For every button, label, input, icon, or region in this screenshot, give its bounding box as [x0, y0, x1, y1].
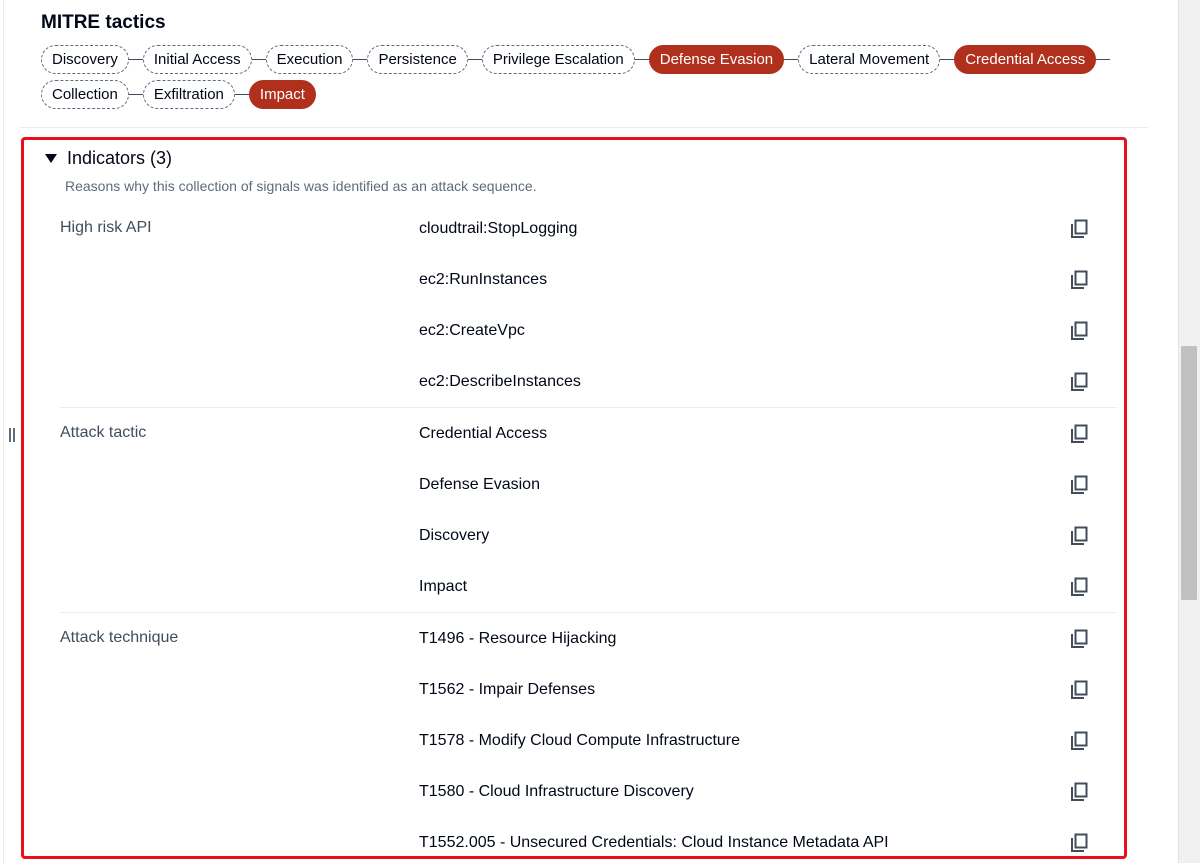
indicator-row	[60, 510, 1117, 561]
tactic-connector	[1096, 59, 1110, 60]
tactic-connector	[252, 59, 266, 60]
indicator-row	[60, 766, 1117, 817]
indicator-row	[60, 664, 1117, 715]
tactic-connector	[635, 59, 649, 60]
indicator-row	[60, 305, 1117, 356]
tactic-connector	[129, 94, 143, 95]
indicators-description: Reasons why this collection of signals was identified as an attack sequence.	[65, 178, 537, 194]
indicator-row	[60, 203, 1117, 254]
indicator-row	[60, 459, 1117, 510]
tactic-connector	[468, 59, 482, 60]
tactic-chip-defense-evasion[interactable]: Defense Evasion	[649, 45, 784, 74]
indicator-group	[60, 613, 1117, 863]
indicator-row	[60, 254, 1117, 305]
tactic-chip-execution[interactable]: Execution	[266, 45, 354, 74]
mitre-tactics-row-2	[41, 80, 316, 109]
indicator-row	[60, 561, 1117, 612]
tactic-chip-discovery[interactable]: Discovery	[41, 45, 129, 74]
indicator-value: ec2:DescribeInstances	[419, 372, 581, 390]
indicators-table	[60, 203, 1117, 863]
indicator-value: T1552.005 - Unsecured Credentials: Cloud Instance Metadata API	[419, 833, 889, 851]
indicator-value: Discovery	[419, 526, 490, 544]
indicators-title: Indicators (3)	[67, 148, 173, 168]
copy-icon[interactable]	[1068, 679, 1090, 701]
indicator-value: cloudtrail:StopLogging	[419, 219, 578, 237]
resize-handle-icon[interactable]	[9, 428, 17, 442]
tactic-connector	[129, 59, 143, 60]
indicators-expander[interactable]	[45, 148, 172, 169]
indicator-row	[60, 715, 1117, 766]
scrollbar-thumb[interactable]	[1181, 346, 1197, 600]
copy-icon[interactable]	[1068, 781, 1090, 803]
indicator-group-label: High risk API	[60, 219, 152, 236]
tactic-chip-privilege-escalation[interactable]: Privilege Escalation	[482, 45, 635, 74]
indicator-value: T1562 - Impair Defenses	[419, 680, 596, 698]
indicator-row	[60, 613, 1117, 664]
indicator-group-label: Attack technique	[60, 629, 179, 646]
indicator-value: T1580 - Cloud Infrastructure Discovery	[419, 782, 694, 800]
tactic-chip-initial-access[interactable]: Initial Access	[143, 45, 252, 74]
indicator-value: T1496 - Resource Hijacking	[419, 629, 617, 647]
scrollbar[interactable]	[1178, 0, 1200, 863]
copy-icon[interactable]	[1068, 628, 1090, 650]
tactic-chip-lateral-movement[interactable]: Lateral Movement	[798, 45, 940, 74]
indicator-row	[60, 356, 1117, 407]
tactic-connector	[235, 94, 249, 95]
indicator-value: ec2:RunInstances	[419, 270, 548, 288]
left-panel-edge	[0, 0, 4, 863]
copy-icon[interactable]	[1068, 832, 1090, 854]
tactic-chip-persistence[interactable]: Persistence	[367, 45, 467, 74]
indicator-value: T1578 - Modify Cloud Compute Infrastructure	[419, 731, 741, 749]
copy-icon[interactable]	[1068, 320, 1090, 342]
indicator-row	[60, 817, 1117, 863]
indicator-group	[60, 203, 1117, 408]
tactic-chip-credential-access[interactable]: Credential Access	[954, 45, 1096, 74]
mitre-tactics-row-1	[41, 45, 1110, 74]
copy-icon[interactable]	[1068, 576, 1090, 598]
copy-icon[interactable]	[1068, 423, 1090, 445]
indicator-value: Defense Evasion	[419, 475, 540, 493]
indicator-row	[60, 408, 1117, 459]
indicator-group-label: Attack tactic	[60, 424, 147, 441]
tactic-connector	[940, 59, 954, 60]
tactic-chip-collection[interactable]: Collection	[41, 80, 129, 109]
tactic-connector	[784, 59, 798, 60]
tactic-chip-impact[interactable]: Impact	[249, 80, 316, 109]
copy-icon[interactable]	[1068, 730, 1090, 752]
indicator-group	[60, 408, 1117, 613]
indicator-value: ec2:CreateVpc	[419, 321, 525, 339]
copy-icon[interactable]	[1068, 474, 1090, 496]
section-divider	[20, 127, 1148, 128]
copy-icon[interactable]	[1068, 525, 1090, 547]
copy-icon[interactable]	[1068, 218, 1090, 240]
caret-down-icon[interactable]	[45, 154, 57, 163]
indicator-value: Impact	[419, 577, 468, 595]
tactic-chip-exfiltration[interactable]: Exfiltration	[143, 80, 235, 109]
copy-icon[interactable]	[1068, 269, 1090, 291]
tactic-connector	[353, 59, 367, 60]
copy-icon[interactable]	[1068, 371, 1090, 393]
mitre-tactics-title: MITRE tactics	[41, 12, 166, 33]
indicator-value: Credential Access	[419, 424, 548, 442]
